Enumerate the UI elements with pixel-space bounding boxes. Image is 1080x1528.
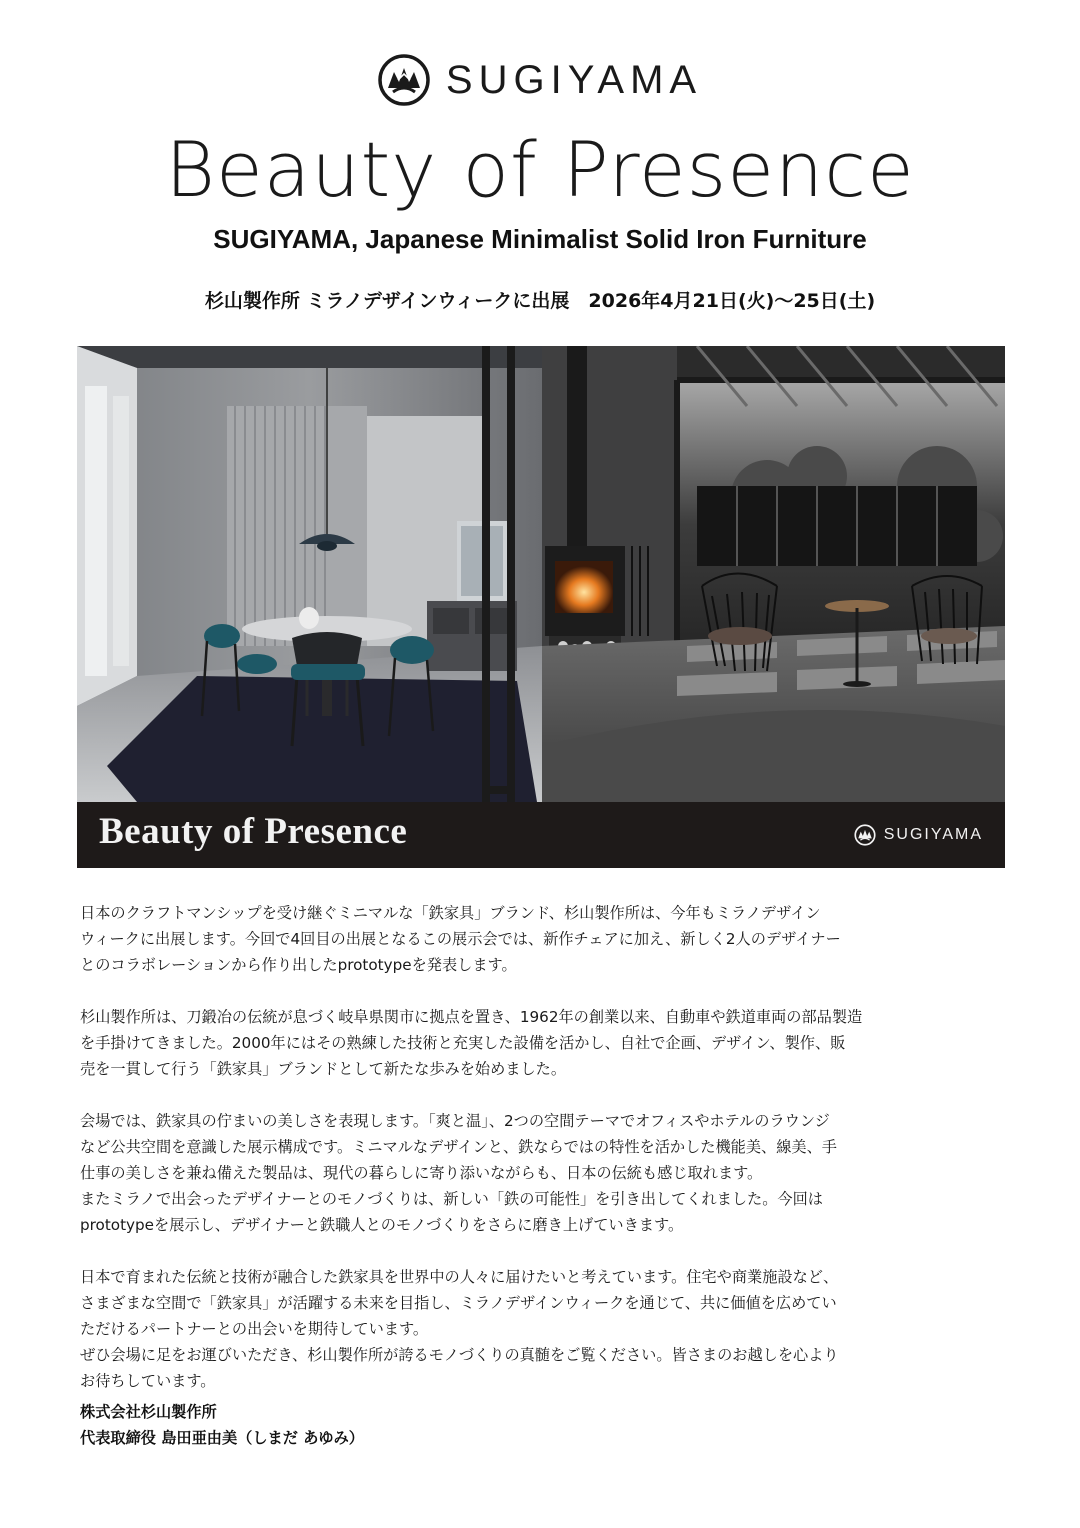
hero-banner (77, 802, 1005, 868)
sugiyama-logo-icon (378, 54, 430, 106)
brand-name: SUGIYAMA (445, 57, 703, 102)
sugiyama-logo-small-icon (854, 824, 876, 846)
text-line: 仕事の美しさを兼ね備えた製品は、現代の暮らしに寄り添いながらも、日本の伝統も感じ取れます。 (80, 1164, 763, 1182)
hero-banner-brand (854, 824, 983, 846)
text-line: とのコラボレーションから作り出したprototypeを発表します。 (80, 956, 517, 974)
paragraph-intro (80, 900, 1004, 978)
text-line: など公共空間を意識した展示構成です。ミニマルなデザインと、鉄ならではの特性を活かした機能美、線美、手 (80, 1138, 837, 1156)
paragraph-exhibition (80, 1108, 1004, 1238)
event-announcement: 杉山製作所 ミラノデザインウィークに出展 2026年4月21日(火)～25日(土) (204, 290, 876, 312)
representative-name: 代表取締役 島田亜由美（しまだ あゆみ） (80, 1429, 364, 1447)
hero-banner-brand-name: SUGIYAMA (883, 826, 983, 843)
paragraph-history (80, 1004, 1004, 1082)
text-line: 日本のクラフトマンシップを受け継ぐミニマルな「鉄家具」ブランド、杉山製作所は、今年もミラノデザイン (80, 904, 821, 922)
text-line: 杉山製作所は、刀鍛冶の伝統が息づく岐阜県関市に拠点を置き、1962年の創業以来、自動車や鉄道車両の部品製造 (80, 1008, 863, 1026)
text-line: 会場では、鉄家具の佇まいの美しさを表現します。「爽と温」、2つの空間テーマでオフィスやホテルのラウンジ (80, 1112, 830, 1130)
hero-interior-illustration (77, 346, 1005, 802)
page-title: Beauty of Presence (165, 125, 915, 214)
signature-block (80, 1399, 364, 1451)
hero-banner-title: Beauty of Presence (99, 811, 408, 852)
text-line: さまざまな空間で「鉄家具」が活躍する未来を目指し、ミラノデザインウィークを通じて、共に価値を広めてい (80, 1294, 837, 1312)
text-line: ただけるパートナーとの出会いを期待しています。 (80, 1320, 429, 1338)
text-line: prototypeを展示し、デザイナーと鉄職人とのモノづくりをさらに磨き上げていきます。 (80, 1216, 684, 1234)
press-release-body (80, 900, 1004, 1420)
paragraph-closing (80, 1264, 1004, 1394)
text-line: お待ちしています。 (80, 1372, 216, 1390)
text-line: を手掛けてきました。2000年にはその熟練した技術と充実した設備を活かし、自社で企画、デザイン、製作、販 (80, 1034, 846, 1052)
text-line: 日本で育まれた伝統と技術が融合した鉄家具を世界中の人々に届けたいと考えています。住宅や商業施設など、 (80, 1268, 839, 1286)
text-line: ぜひ会場に足をお運びいただき、杉山製作所が誇るモノづくりの真髄をご覧ください。皆さまのお越しを心より (80, 1346, 839, 1364)
text-line: またミラノで出会ったデザイナーとのモノづくりは、新しい「鉄の可能性」を引き出してくれました。今回は (80, 1190, 823, 1208)
hero-image (77, 346, 1005, 868)
company-name: 株式会社杉山製作所 (80, 1403, 217, 1421)
text-line: ウィークに出展します。今回で4回目の出展となるこの展示会では、新作チェアに加え、新しく2人のデザイナー (80, 930, 841, 948)
brand-header (0, 52, 1080, 108)
page-subtitle: SUGIYAMA, Japanese Minimalist Solid Iron Furniture (213, 224, 867, 254)
text-line: 売を一貫して行う「鉄家具」ブランドとして新たな歩みを始めました。 (80, 1060, 566, 1078)
